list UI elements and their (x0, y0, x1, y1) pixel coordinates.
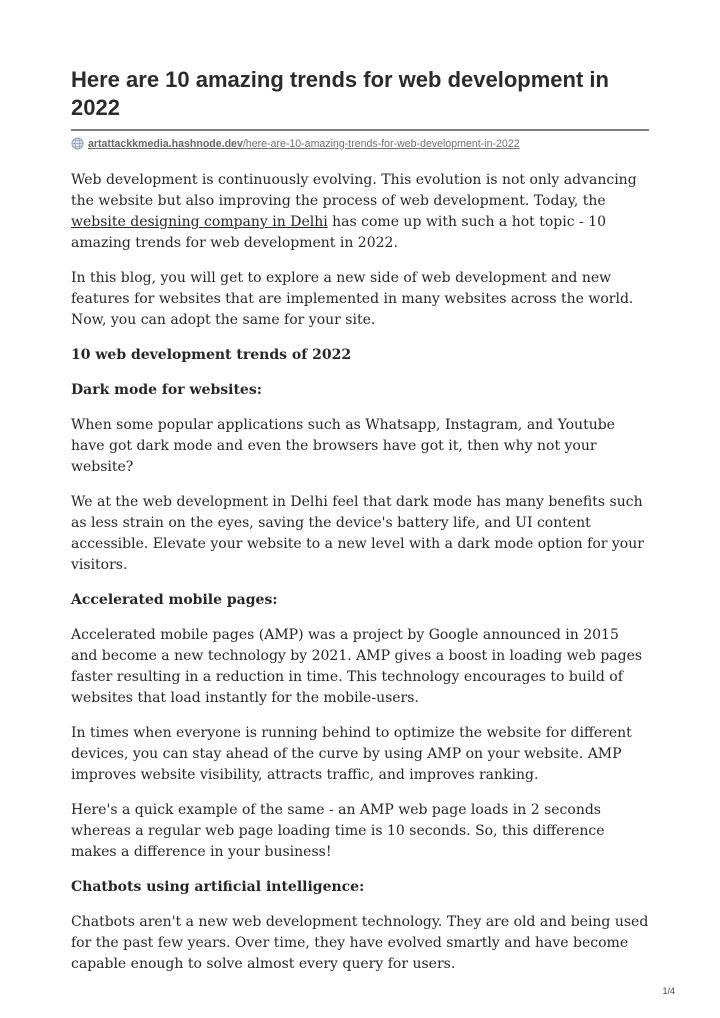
page-title: Here are 10 amazing trends for web development in 2022 (71, 67, 609, 120)
globe-icon (71, 137, 84, 150)
source-path-link[interactable]: /here-are-10-amazing-trends-for-web-development-in-2022 (242, 137, 520, 150)
article-body (71, 170, 649, 975)
heading-amp: Accelerated mobile pages: (71, 592, 278, 608)
document-page (71, 66, 649, 989)
intro-text-after: has come up with such a hot topic - 10 amazing trends for web development in 2022. (71, 214, 607, 251)
paragraph-amp-3: Here's a quick example of the same - an AMP web page loads in 2 seconds whereas a regular web page loading time is 10 seconds. So, this difference makes a difference in your business! (71, 802, 605, 860)
paragraph-dark-mode-2: We at the web development in Delhi feel that dark mode has many benefits such as less strain on the eyes, saving the device's battery life, and UI content accessible. Elevate your website to a new level with a dark mode option for your visitors. (71, 494, 644, 573)
heading-dark-mode: Dark mode for websites: (71, 382, 262, 398)
source-domain-link[interactable]: artattackkmedia.hashnode.dev (88, 137, 243, 150)
paragraph-amp-2: In times when everyone is running behind to optimize the website for different devices, you can stay ahead of the curve by using AMP on your website. AMP improves website visibility, attracts traffic, and improves ranking. (71, 725, 632, 783)
paragraph-chatbots-1: Chatbots aren't a new web development technology. They are old and being used for the past few years. Over time, they have evolved smartly and have become capable enough to solve almost every query for users. (71, 914, 649, 972)
intro-paragraph (71, 170, 649, 254)
heading-trends: 10 web development trends of 2022 (71, 347, 352, 363)
paragraph-dark-mode-1: When some popular applications such as Whatsapp, Instagram, and Youtube have got dark mode and even the browsers have got it, then why not your website? (71, 417, 615, 475)
website-designing-link[interactable]: website designing company in Delhi (71, 214, 328, 230)
title-divider (71, 129, 649, 131)
source-url[interactable] (71, 137, 649, 150)
paragraph-blog-intro: In this blog, you will get to explore a new side of web development and new features for websites that are implemented in many websites across the world. Now, you can adopt the same for your site. (71, 270, 634, 328)
paragraph-amp-1: Accelerated mobile pages (AMP) was a project by Google announced in 2015 and become a new technology by 2021. AMP gives a boost in loading web pages faster resulting in a reduction in time. This technology encourages to build of websites that load instantly for the mobile-users. (71, 627, 643, 706)
intro-text-before: Web development is continuously evolving. This evolution is not only advancing the website but also improving the process of web development. Today, the (71, 172, 637, 209)
heading-chatbots: Chatbots using artificial intelligence: (71, 879, 365, 895)
page-number: 1/4 (662, 986, 675, 996)
